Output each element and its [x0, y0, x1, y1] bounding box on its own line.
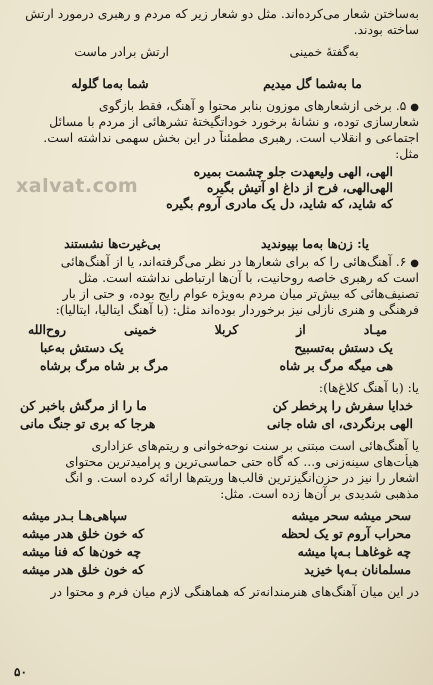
poem-hemistich: که خون خلق هدر میشه — [22, 526, 145, 541]
poem-couplet — [22, 508, 411, 524]
slogan-left: شما به‌ما گلوله — [71, 76, 149, 91]
slogan-left: بی‌غیرت‌ها نشستند — [64, 236, 161, 251]
poem-hemistich: ما را از مرگش باخبر کن — [20, 398, 147, 413]
poem-hemistich: الهی برنگردی، ای شاه جانی — [266, 416, 413, 431]
paragraph-7-line: مذهبی شدیدی بر آن‌ها زده است. مثل: — [220, 486, 419, 501]
verse-cell: یک دستش به‌عبا — [40, 340, 124, 355]
verse-row — [40, 340, 393, 356]
verse-cell: خمینی — [123, 322, 157, 337]
poem-line: که شاید، که شاید، دل یک مادری آروم بگیره — [166, 196, 393, 211]
text-line: ساخته بودند. — [353, 22, 419, 37]
slogan-right: ما به‌شما گل میدیم — [263, 76, 362, 91]
poem-line: الهی، الهی ولیعهدت جلو چشمت بمیره — [193, 164, 393, 179]
paragraph-5-line: شعارسازی توده، و نشانهٔ برخورد خوداتگیختهٔ تشرهائی از مردم با مسائل — [49, 114, 419, 129]
verse-cell: روح‌الله — [28, 322, 66, 337]
poem-couplet — [22, 526, 411, 542]
poem-hemistich: که خون خلق هدر میشه — [22, 562, 145, 577]
paragraph-7-line: یا آهنگ‌هائی است مبتنی بر سنت نوحه‌خوانی و ریتم‌های عزاداری — [91, 438, 419, 453]
poem-hemistich: محراب آروم تو یک لحظه — [281, 526, 411, 541]
poem-couplet — [20, 398, 413, 414]
poem-line: الهی‌الهی، فرح از داغ او آتیش بگیره — [206, 180, 393, 195]
page-number: ۵۰ — [14, 665, 27, 679]
poem-hemistich: خدایا سفرش را پرخطر کن — [272, 398, 413, 413]
poem-couplet — [22, 544, 411, 560]
paragraph-5-line: مثل: — [395, 146, 419, 161]
verse-row — [28, 322, 387, 338]
slogan-couplet — [14, 236, 419, 252]
verse-cell: هی میگه مرگ بر شاه — [279, 358, 393, 373]
poem-hemistich: چه خون‌ها که فنا میشه — [22, 544, 142, 559]
verse-row — [40, 358, 393, 374]
paragraph-6-line: تصنیف‌هائی که بیش‌تر میان مردم به‌ویژه عوام رایج بوده، و حتی از بار — [62, 286, 419, 301]
text-line: در این میان آهنگ‌های هنرمندانه‌تر که هماهنگی لازم میان فرم و محتوا در — [50, 584, 419, 599]
verse-cell: مرگ بر شاه مرگ برشاه — [40, 358, 169, 373]
paragraph-text: ۵. برخی ازشعارهای موزون بنابر محتوا و آهنگ، فقط بازگوی — [98, 98, 407, 113]
paragraph-6-line: است که رهبری خاصه روحانیت، با آن‌ها ارتباطی نداشته است. مثل — [78, 270, 419, 285]
text-line: به‌ساختن شعار می‌کرده‌اند. مثل دو شعار زیر که مردم و رهبری درمورد ارتش — [25, 6, 419, 21]
poem-hemistich: سپاهی‌هـا بـدر میشه — [22, 508, 127, 523]
verse-cell: از — [296, 322, 306, 337]
paragraph-6-line: فرهنگی و هنری نازلی نیز برخوردار بوده‌اند مثل: (با آهنگ ایتالیا، ایتالیا): — [55, 302, 419, 317]
poem-hemistich: هرجا که بری تو جنگ مانی — [20, 416, 156, 431]
poem-hemistich: سحر میشه سحر میشه — [291, 508, 411, 523]
bullet-icon: ● — [410, 102, 419, 113]
paragraph-5-line: اجتماعی و انقلاب است. رهبری مطمئناً در این بخش سهمی نداشته است. — [43, 130, 419, 145]
poem-hemistich: مسلمانان بـه‌پا خیزید — [304, 562, 411, 577]
paragraph-7-line: هیأت‌های سینه‌زنی و... که گاه حتی حماسی‌ترین و پرامیدترین محتوای — [65, 454, 419, 469]
verse-cell: کربلا — [214, 322, 239, 337]
paragraph-text: ۶. آهنگ‌هائی را که برای شعارها در نظر می‌گرفته‌اند، یا از آهنگ‌هائی — [60, 254, 407, 269]
slogan-right: یا: زن‌ها به‌ما بپیوندید — [261, 236, 369, 251]
verse-cell: یک دستش به‌تسبیح — [294, 340, 393, 355]
slogan-right: به‌گفتهٔ خمینی — [289, 44, 359, 59]
text-line: یا: (با آهنگ کلاغ‌ها): — [318, 380, 419, 395]
poem-hemistich: چه غوغاهـا بـه‌پا میشه — [297, 544, 411, 559]
watermark: xalvat.com — [16, 175, 139, 197]
slogan-couplet — [14, 44, 419, 60]
poem-couplet — [22, 562, 411, 578]
paragraph-7-line: اشعار را نیز در حزن‌انگیزترین قالب‌ها وریتم‌ها ارائه کرده است. و انگ — [64, 470, 419, 485]
bullet-icon: ● — [410, 258, 419, 269]
poem-couplet — [20, 416, 413, 432]
verse-cell: میـاد — [363, 322, 387, 337]
slogan-left: ارتش برادر ماست — [74, 44, 170, 59]
slogan-couplet — [14, 76, 419, 92]
